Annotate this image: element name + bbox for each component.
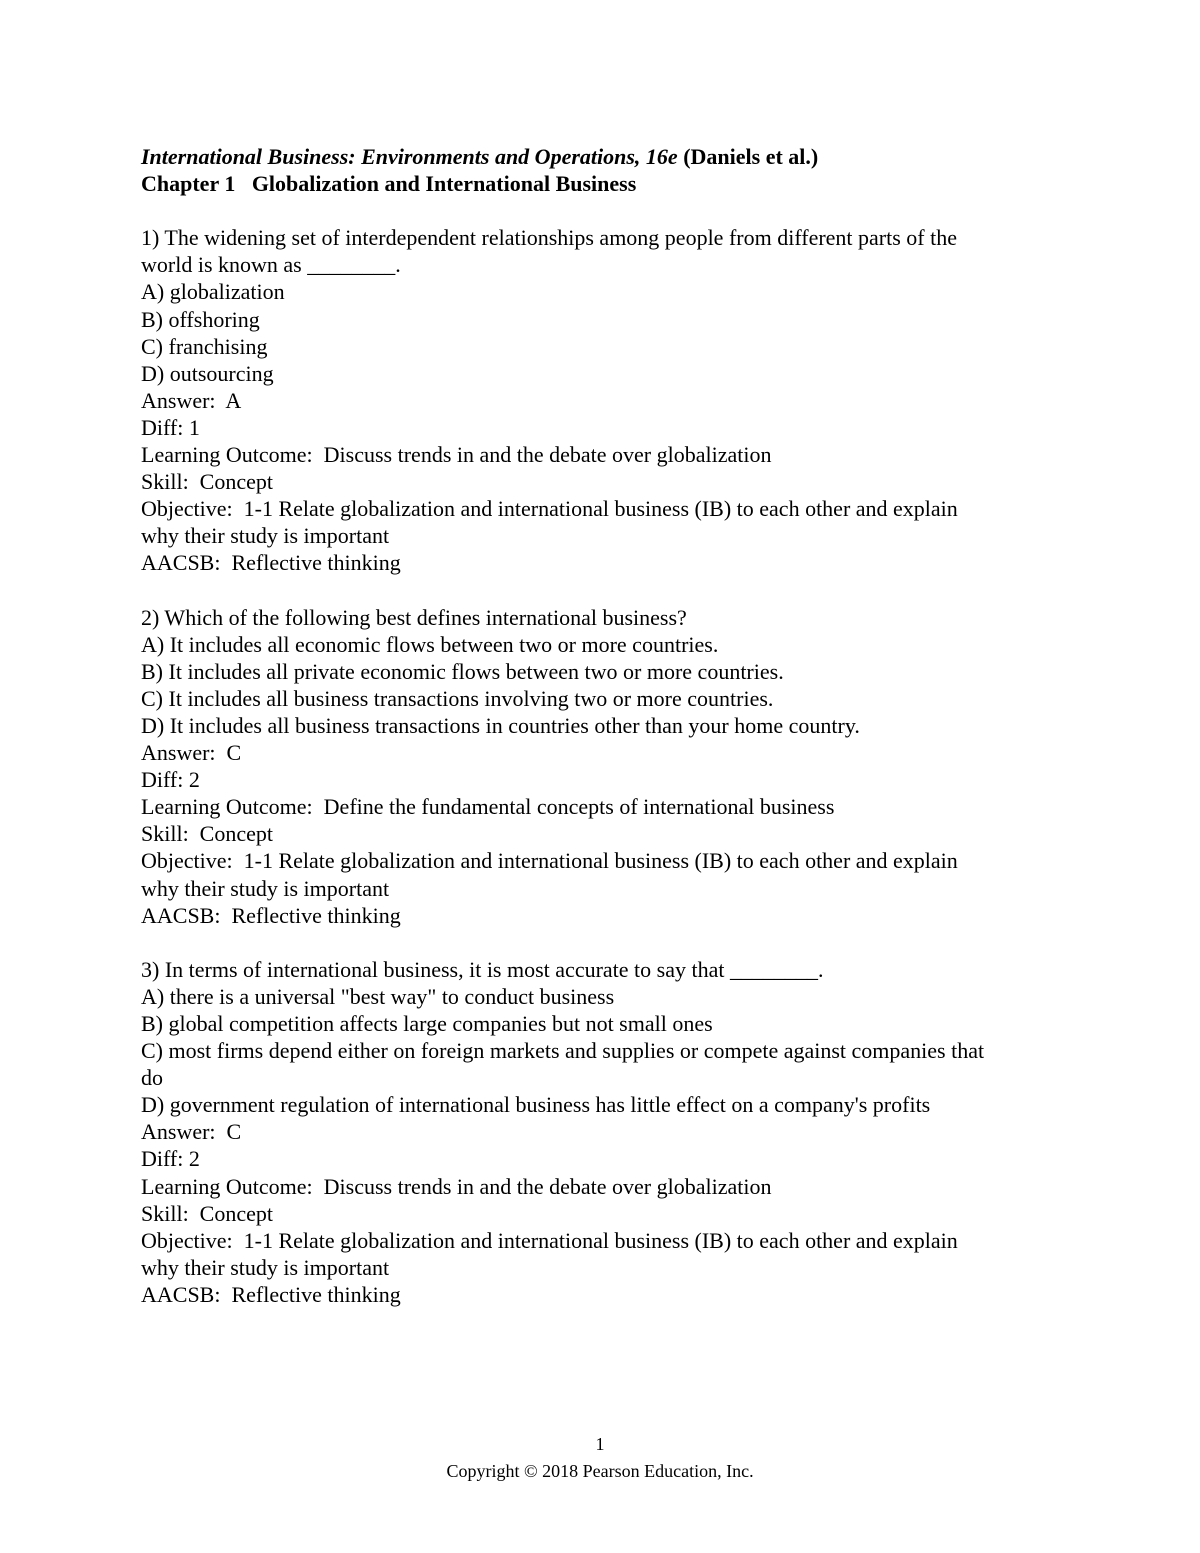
difficulty: Diff: 2 [141, 767, 200, 793]
answer-option-c: C) It includes all business transactions involving two or more countries. [141, 685, 774, 711]
answer-key: Answer: A [141, 387, 242, 413]
question-stem-line: world is known as ________. [141, 252, 401, 278]
aacsb: AACSB: Reflective thinking [141, 1281, 401, 1307]
skill: Skill: Concept [141, 1200, 273, 1226]
difficulty: Diff: 1 [141, 414, 200, 440]
answer-option-c: C) franchising [141, 333, 268, 359]
difficulty: Diff: 2 [141, 1146, 200, 1172]
question-stem-line: 1) The widening set of interdependent relationships among people from different parts of the [141, 225, 958, 251]
question-3 [141, 956, 1061, 1308]
learning-outcome: Learning Outcome: Discuss trends in and the debate over globalization [141, 1173, 772, 1199]
book-title-italic: International Business: Environments and Operations, 16e [141, 144, 678, 169]
question-stem-line: 3) In terms of international business, it is most accurate to say that ________. [141, 956, 824, 982]
answer-option-d: D) It includes all business transactions in countries other than your home country. [141, 712, 860, 738]
objective-line: why their study is important [141, 875, 390, 901]
page-number: 1 [595, 1434, 605, 1454]
learning-outcome: Learning Outcome: Define the fundamental concepts of international business [141, 794, 835, 820]
question-stem-line: 2) Which of the following best defines international business? [141, 604, 687, 630]
objective-line: why their study is important [141, 523, 390, 549]
objective-line: why their study is important [141, 1254, 390, 1280]
page-content [141, 143, 1061, 1308]
copyright-notice: Copyright © 2018 Pearson Education, Inc. [446, 1461, 754, 1481]
skill: Skill: Concept [141, 821, 273, 847]
book-title [141, 143, 1061, 170]
chapter-heading: Chapter 1 Globalization and International Business [141, 171, 637, 197]
learning-outcome: Learning Outcome: Discuss trends in and the debate over globalization [141, 442, 772, 468]
answer-option-d: D) government regulation of international business has little effect on a company's profits [141, 1092, 931, 1118]
answer-option-c-continued: do [141, 1065, 163, 1091]
answer-option-b: B) offshoring [141, 306, 260, 332]
answer-option-a: A) globalization [141, 279, 285, 305]
objective-line: Objective: 1-1 Relate globalization and international business (IB) to each other and explain [141, 848, 958, 874]
objective-line: Objective: 1-1 Relate globalization and international business (IB) to each other and explain [141, 1227, 958, 1253]
skill: Skill: Concept [141, 469, 273, 495]
aacsb: AACSB: Reflective thinking [141, 902, 401, 928]
answer-option-b: B) It includes all private economic flows between two or more countries. [141, 658, 784, 684]
answer-option-b: B) global competition affects large companies but not small ones [141, 1011, 713, 1036]
question-1 [141, 224, 1061, 576]
answer-option-a: A) there is a universal "best way" to conduct business [141, 983, 615, 1009]
objective-line: Objective: 1-1 Relate globalization and international business (IB) to each other and explain [141, 496, 958, 522]
answer-key: Answer: C [141, 740, 242, 766]
aacsb: AACSB: Reflective thinking [141, 550, 401, 576]
answer-option-a: A) It includes all economic flows between two or more countries. [141, 631, 719, 657]
answer-option-c: C) most firms depend either on foreign markets and supplies or compete against companies that [141, 1038, 985, 1064]
answer-key: Answer: C [141, 1119, 242, 1145]
question-2 [141, 604, 1061, 929]
book-title-authors: (Daniels et al.) [677, 144, 819, 169]
answer-option-d: D) outsourcing [141, 360, 274, 386]
